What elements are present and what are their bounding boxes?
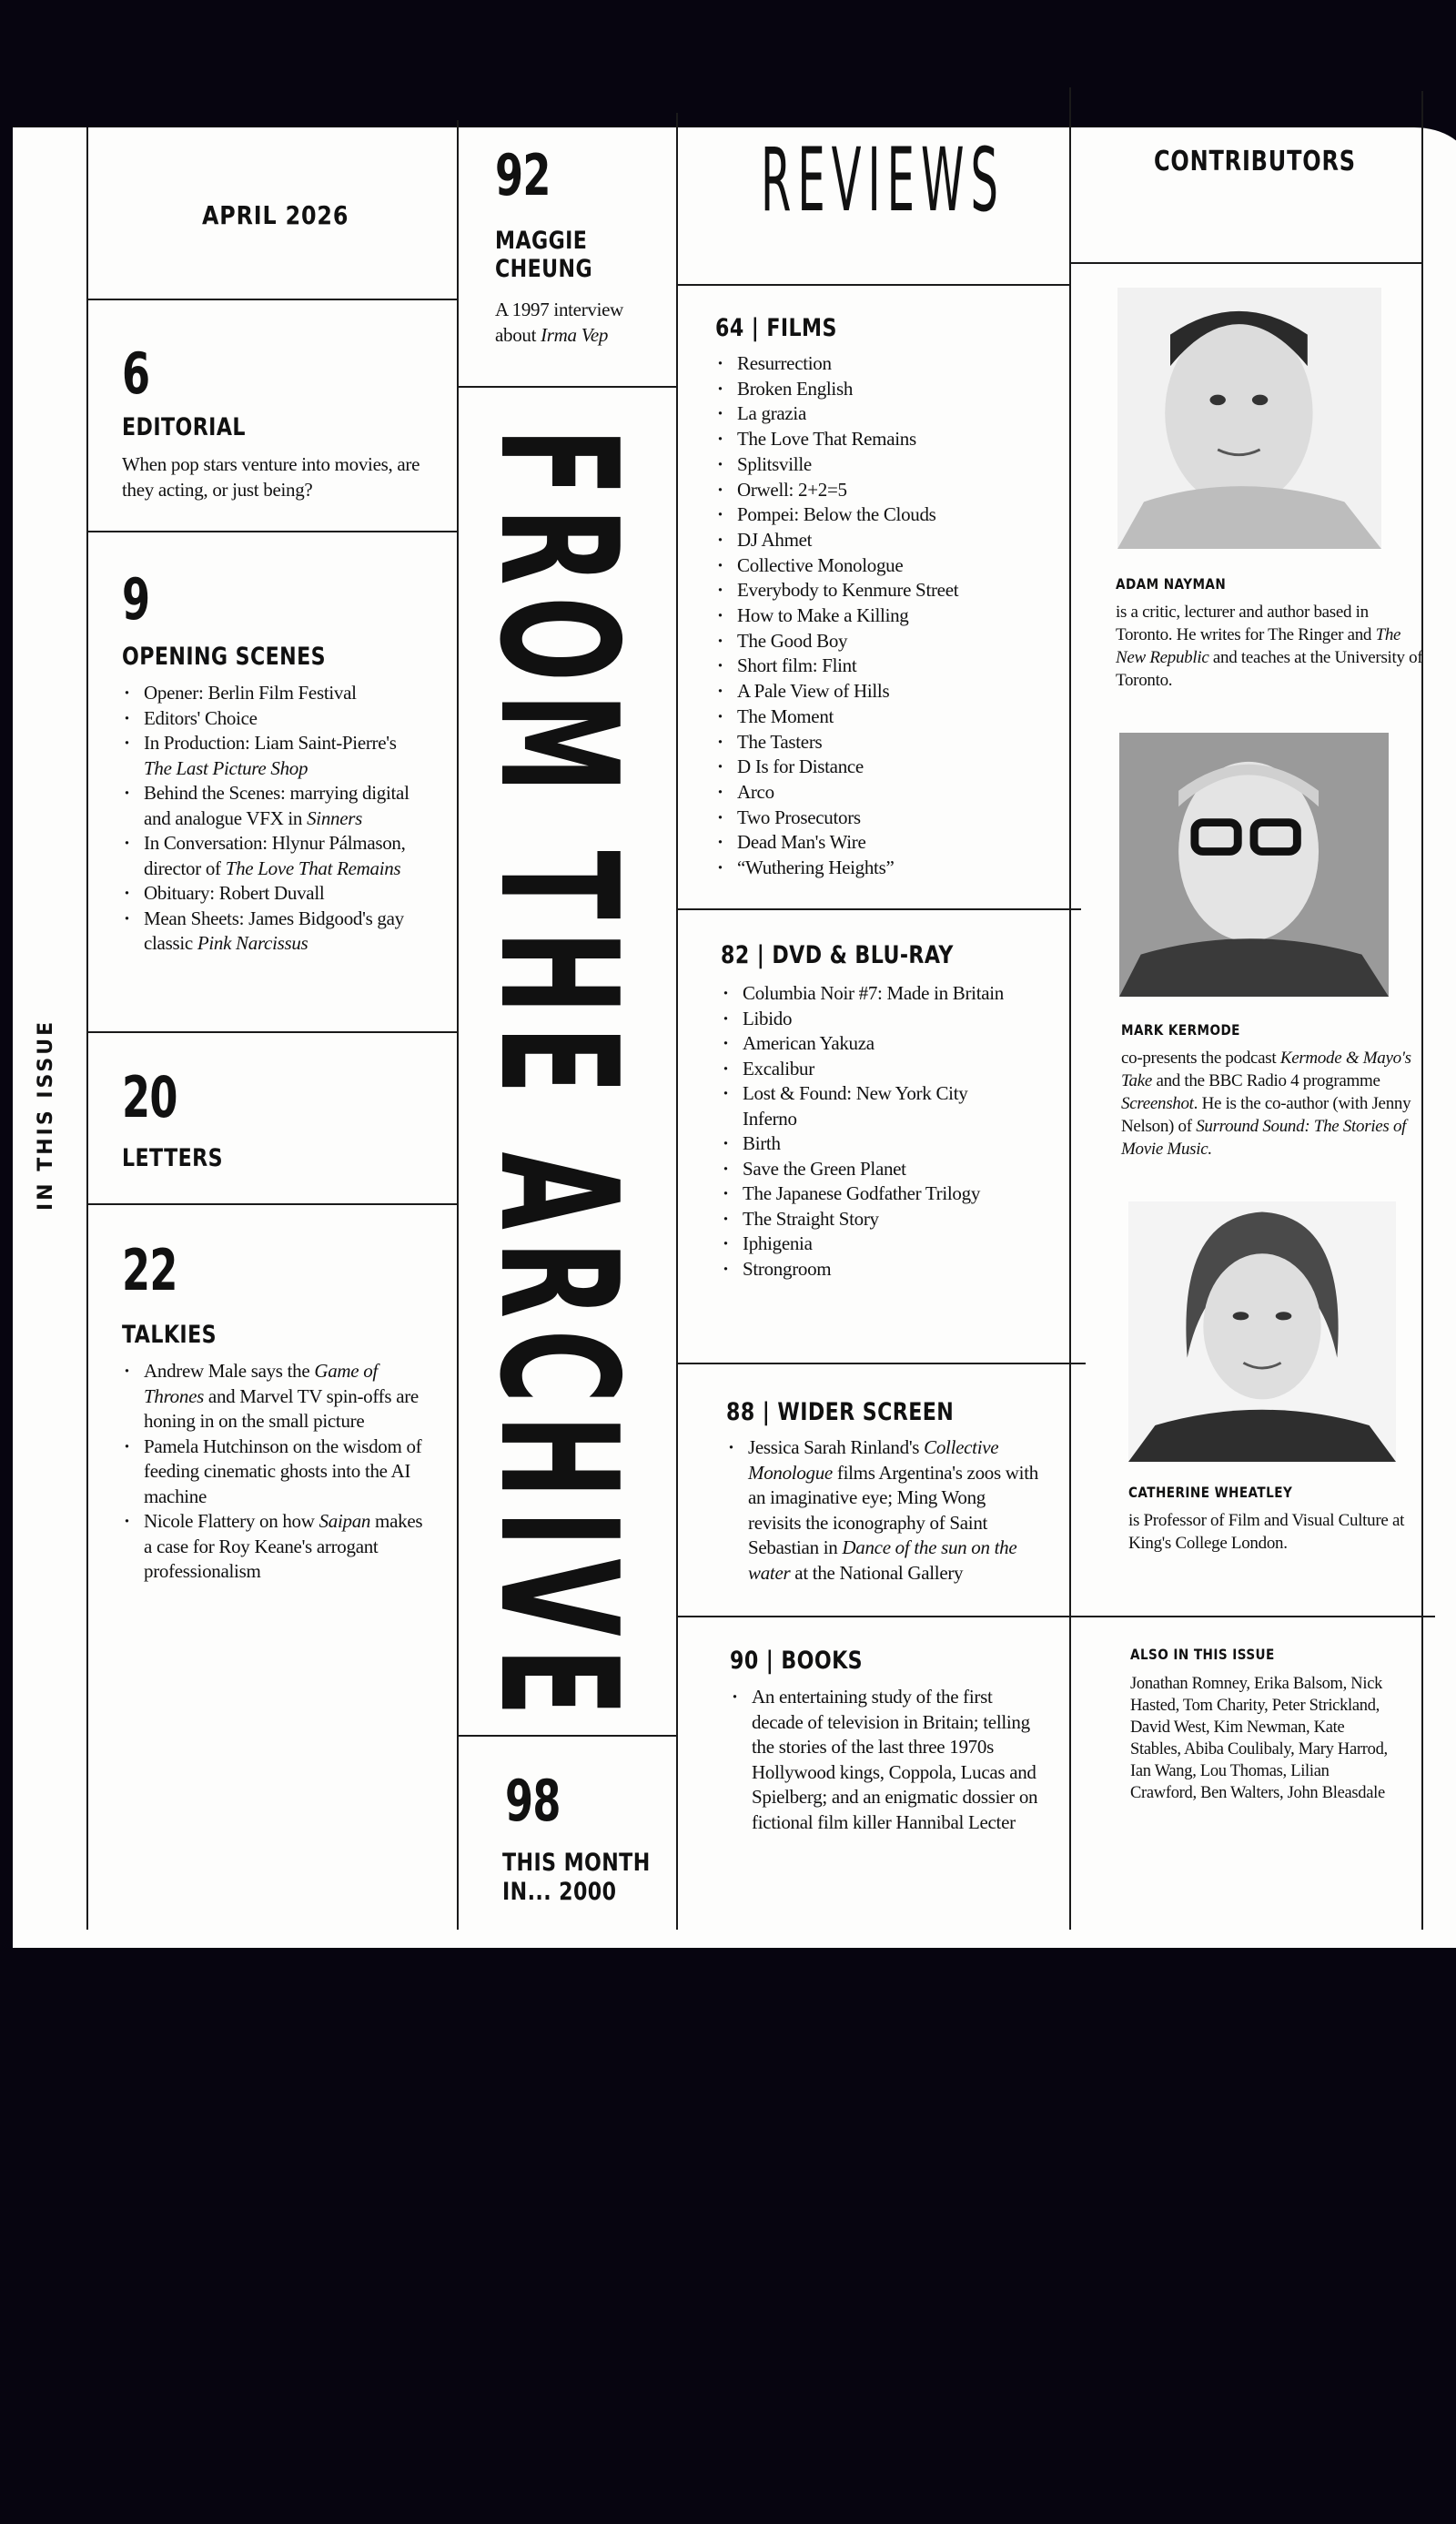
column-divider [457, 120, 459, 1930]
issue-date: APRIL 2026 [202, 200, 349, 230]
row-divider [86, 1031, 457, 1033]
contributor-bio: is a critic, lecturer and author based in Toronto. He writes for The Ringer and The New Republic and teaches at the University of Toronto. [1116, 603, 1423, 690]
this-month-title-line1: THIS MONTH [502, 1849, 651, 1877]
from-the-archive-heading: FROM THE ARCHIVE [464, 428, 652, 1728]
feature-summary: A 1997 interview about Irma Vep [495, 299, 624, 346]
contributor-photo-catherine-wheatley [1128, 1201, 1396, 1462]
list-item: · Excalibur [721, 1057, 1012, 1082]
contributor-photo-adam-nayman [1117, 288, 1381, 549]
list-item: · Editors' Choice [122, 706, 422, 732]
list-item: · The Good Boy [715, 629, 1043, 654]
list-item: · DJ Ahmet [715, 528, 1043, 553]
list-item: · In Production: Liam Saint-Pierre's The Last Picture Shop [122, 731, 422, 781]
section-heading-wider-screen: 88 | WIDER SCREEN [726, 1398, 955, 1426]
section-heading-books: 90 | BOOKS [730, 1647, 864, 1675]
list-item: · Lost & Found: New York City Inferno [721, 1081, 1012, 1131]
feature-title-line2: CHEUNG [495, 255, 593, 283]
row-divider [86, 299, 457, 300]
list-item: · “Wuthering Heights” [715, 856, 1043, 881]
list-item: · Resurrection [715, 351, 1043, 377]
column-divider [86, 127, 88, 1930]
this-month-title-line2: IN... 2000 [502, 1878, 617, 1906]
also-in-this-issue-names: Jonathan Romney, Erika Balsom, Nick Hasted, Tom Charity, Peter Strickland, David West, Kim Newman, Kate Stables, Abiba Coulibaly, Mary Harrod, Ian Wang, Lou Thomas, Lilian Crawford, Ben Walters, John Bleasdale [1130, 1675, 1388, 1802]
page-number-letters: 20 [122, 1064, 177, 1130]
in-this-issue-label: IN THIS ISSUE [35, 1019, 57, 1211]
list-item: · The Japanese Godfather Trilogy [721, 1181, 1012, 1207]
list-item: · The Tasters [715, 730, 1043, 755]
list-item: · Iphigenia [721, 1232, 1012, 1257]
list-item: · The Love That Remains [715, 427, 1043, 452]
list-item: · Andrew Male says the Game of Thrones and Marvel TV spin-offs are honing in on the small picture [122, 1359, 431, 1434]
contributor-name: CATHERINE WHEATLEY [1128, 1484, 1293, 1501]
row-divider [676, 1363, 1086, 1364]
row-divider [1069, 262, 1421, 264]
talkies-list [122, 1359, 431, 1585]
list-item: · Two Prosecutors [715, 806, 1043, 831]
list-item: · The Moment [715, 704, 1043, 730]
page-number-opening-scenes: 9 [122, 566, 150, 633]
list-item: · An entertaining study of the first decade of television in Britain; telling the stories of the last three 1970s Hollywood kings, Coppola, Lucas and Spielberg; and an enigmatic dossier on fictional film killer Hannibal Lecter [730, 1685, 1044, 1835]
list-item: · Columbia Noir #7: Made in Britain [721, 981, 1012, 1007]
list-item: · Birth [721, 1131, 1012, 1157]
list-item: · Obituary: Robert Duvall [122, 881, 422, 907]
section-title-opening-scenes: OPENING SCENES [122, 643, 327, 671]
list-item: · Pamela Hutchinson on the wisdom of feeding cinematic ghosts into the AI machine [122, 1434, 431, 1510]
column-divider [1421, 91, 1423, 1930]
list-item: · A Pale View of Hills [715, 679, 1043, 704]
column-divider [1069, 87, 1071, 1930]
page-number-editorial: 6 [122, 340, 150, 407]
list-item: · Jessica Sarah Rinland's Collective Monologue films Argentina's zoos with an imaginative eye; Ming Wong revisits the iconography of Saint Sebastian in Dance of the sun on the water at the National Gallery [726, 1435, 1040, 1586]
reviews-heading: REVIEWS [761, 129, 1005, 231]
contributor-name: MARK KERMODE [1121, 1021, 1240, 1039]
dvd-list [721, 981, 1012, 1282]
list-item: · Arco [715, 780, 1043, 806]
column-divider [676, 113, 678, 1930]
section-title-letters: LETTERS [122, 1144, 223, 1172]
row-divider [676, 1616, 1089, 1617]
books-list [730, 1685, 1044, 1835]
list-item: · Behind the Scenes: marrying digital and analogue VFX in Sinners [122, 781, 422, 831]
list-item: · Save the Green Planet [721, 1157, 1012, 1182]
row-divider [86, 531, 457, 532]
contributor-bio: is Professor of Film and Visual Culture at King's College London. [1128, 1511, 1405, 1553]
list-item: · In Conversation: Hlynur Pálmason, director of The Love That Remains [122, 831, 422, 881]
list-item: · Mean Sheets: James Bidgood's gay classic Pink Narcissus [122, 907, 422, 957]
list-item: · Short film: Flint [715, 654, 1043, 679]
row-divider [676, 284, 1069, 286]
list-item: · D Is for Distance [715, 755, 1043, 780]
list-item: · The Straight Story [721, 1207, 1012, 1232]
also-in-this-issue-heading: ALSO IN THIS ISSUE [1130, 1646, 1275, 1663]
section-heading-dvd: 82 | DVD & BLU-RAY [721, 941, 954, 969]
section-title-talkies: TALKIES [122, 1321, 217, 1349]
contributors-heading: CONTRIBUTORS [1154, 146, 1356, 177]
list-item: · Everybody to Kenmure Street [715, 578, 1043, 603]
opening-scenes-list [122, 681, 422, 957]
list-item: · American Yakuza [721, 1031, 1012, 1057]
section-title-editorial: EDITORIAL [122, 413, 246, 441]
list-item: · Broken English [715, 377, 1043, 402]
row-divider [86, 1203, 457, 1205]
list-item: · Nicole Flattery on how Saipan makes a case for Roy Keane's arrogant professionalism [122, 1509, 431, 1585]
list-item: · Dead Man's Wire [715, 830, 1043, 856]
list-item: · Pompei: Below the Clouds [715, 502, 1043, 528]
list-item: · How to Make a Killing [715, 603, 1043, 629]
wider-screen-list [726, 1435, 1040, 1586]
list-item: · Collective Monologue [715, 553, 1043, 579]
editorial-summary: When pop stars venture into movies, are they acting, or just being? [122, 453, 420, 501]
page-number-maggie-cheung: 92 [495, 142, 551, 208]
list-item: · Splitsville [715, 452, 1043, 478]
feature-title-line1: MAGGIE [495, 227, 588, 255]
row-divider [457, 386, 676, 388]
list-item: · La grazia [715, 401, 1043, 427]
list-item: · Opener: Berlin Film Festival [122, 681, 422, 706]
list-item: · Libido [721, 1007, 1012, 1032]
row-divider [676, 908, 1081, 910]
contributor-name: ADAM NAYMAN [1116, 575, 1227, 593]
list-item: · Orwell: 2+2=5 [715, 478, 1043, 503]
contributor-photo-mark-kermode [1119, 733, 1389, 997]
row-divider [1089, 1616, 1435, 1617]
page-number-talkies: 22 [122, 1237, 177, 1303]
contributor-bio: co-presents the podcast Kermode & Mayo's Take and the BBC Radio 4 programme Screenshot. He is the co-author (with Jenny Nelson) of Surround Sound: The Stories of Movie Music. [1121, 1049, 1411, 1159]
page-number-this-month: 98 [505, 1768, 561, 1834]
films-list [715, 351, 1043, 881]
section-heading-films: 64 | FILMS [715, 314, 837, 342]
list-item: · Strongroom [721, 1257, 1012, 1282]
